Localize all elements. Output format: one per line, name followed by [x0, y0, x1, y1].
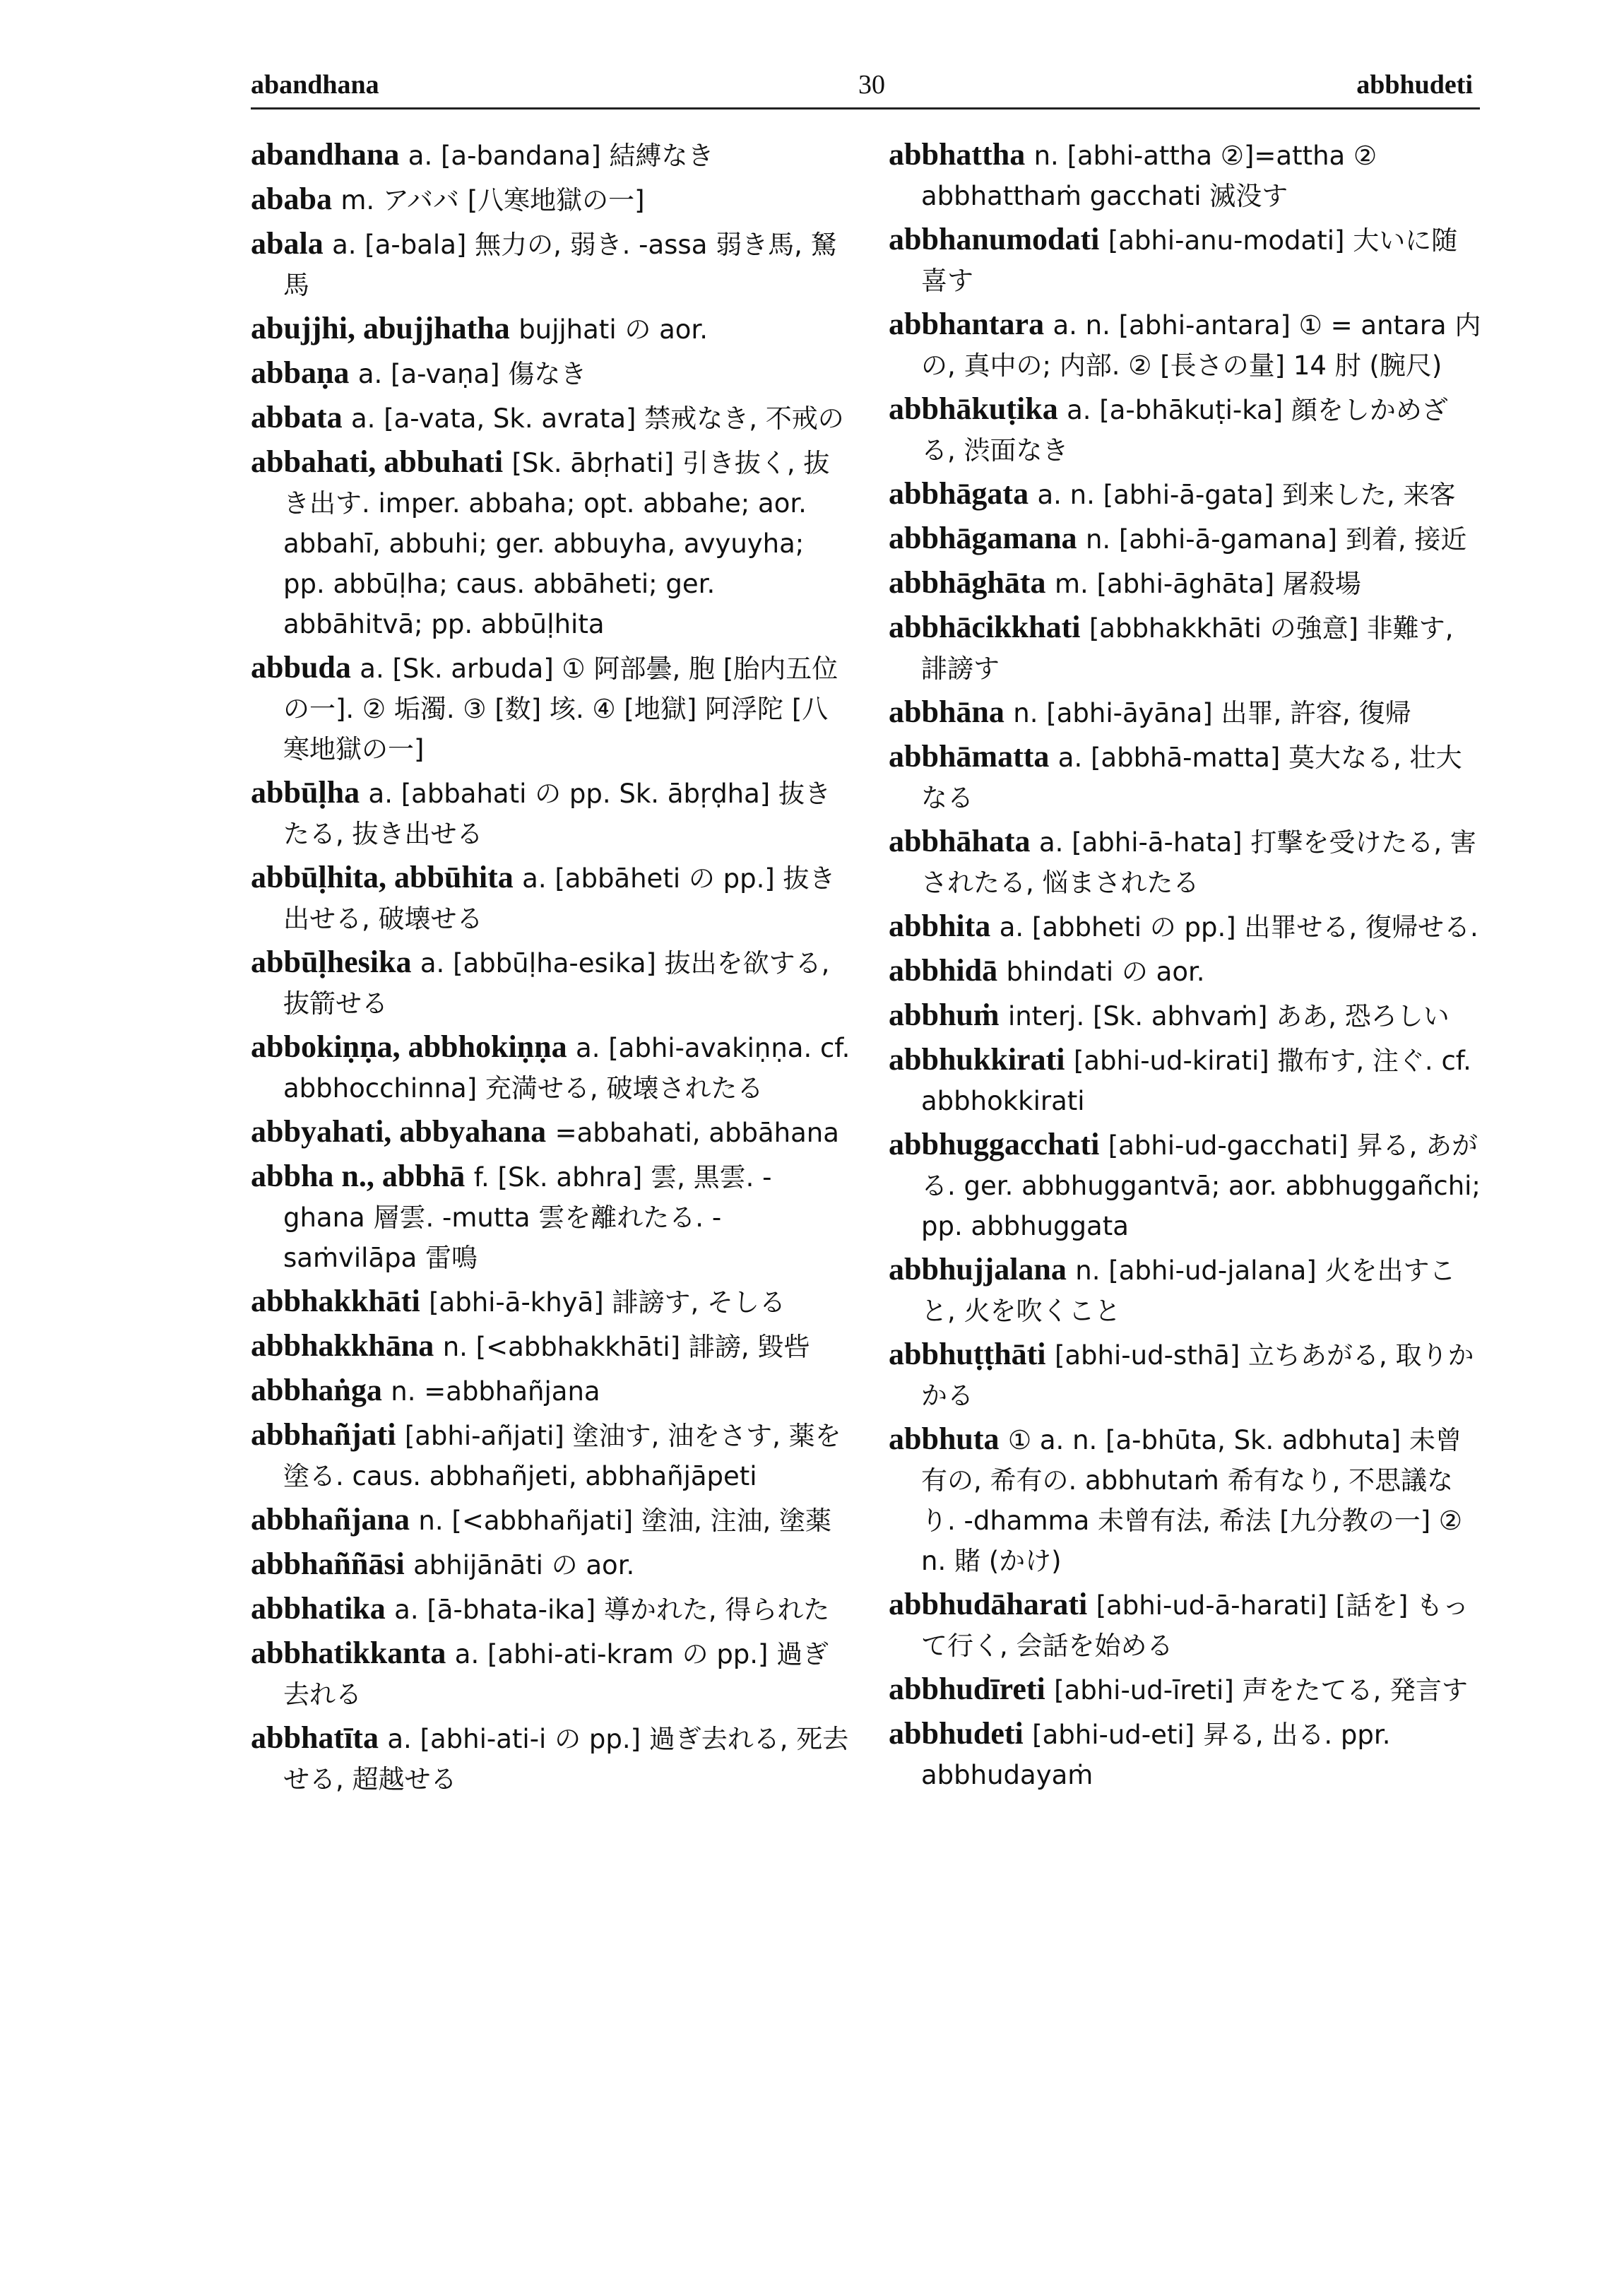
headword: abbūḷhesika: [251, 945, 412, 979]
headword: abbūḷhita, abbūhita: [251, 860, 514, 894]
header-rule: [251, 107, 1480, 110]
definition: [abhi-ā-khyā] 誹謗す, そしる: [429, 1287, 786, 1318]
dictionary-entry: [251, 397, 851, 439]
dictionary-entry: [889, 692, 1482, 733]
definition: abhijānāti の aor.: [413, 1550, 635, 1580]
definition: n. [<abbhakkhāti] 誹謗, 毀呰: [442, 1332, 810, 1362]
headword: abbhudeti: [889, 1716, 1024, 1751]
dictionary-entry: [251, 1544, 851, 1585]
dictionary-entry: [251, 942, 851, 1024]
definition: interj. [Sk. abhvaṁ] ああ, 恐ろしい: [1007, 1001, 1450, 1031]
dictionary-entry: [889, 1419, 1482, 1581]
definition: [abhi-ud-ā-harati] [話を] もって行く, 会話を始める: [921, 1590, 1469, 1661]
headword: abbhāghāta: [889, 565, 1046, 600]
definition: a. [abbheti の pp.] 出罪せる, 復帰せる.: [999, 912, 1478, 942]
dictionary-entry: [889, 134, 1482, 216]
definition: bhindati の aor.: [1006, 957, 1205, 987]
definition: m. アババ [八寒地獄の一]: [340, 185, 645, 215]
headword: abbokiṇṇa, abbhokiṇṇa: [251, 1029, 567, 1064]
definition: a. [abhi-ā-hata] 打撃を受けたる, 害されたる, 悩まされたる: [921, 827, 1476, 898]
right-guide-word: abbhudeti: [1356, 70, 1473, 100]
headword: abbhanumodati: [889, 222, 1100, 256]
headword: abbhaññāsi: [251, 1547, 405, 1581]
definition: a. n. [abhi-antara] ① = antara 内の, 真中の; 内部. ② [長さの量] 14 肘 (腕尺): [921, 310, 1481, 381]
definition: ① a. n. [a-bhūta, Sk. adbhuta] 未曾有の, 希有の. abbhutaṁ 希有なり, 不思議なり. -dhamma 未曾有法, 希法 [九分教の一] ② n. 賭 (かけ): [921, 1425, 1463, 1576]
dictionary-entry: [889, 950, 1482, 992]
definition: a. [a-bhākuṭi-ka] 顔をしかめざる, 渋面なき: [921, 395, 1448, 466]
dictionary-entry: [251, 1633, 851, 1715]
dictionary-entry: [889, 1713, 1482, 1795]
dictionary-entry: [251, 1027, 851, 1108]
dictionary-entry: [251, 442, 851, 644]
headword: abbhāmatta: [889, 739, 1050, 774]
dictionary-entry: [889, 1039, 1482, 1121]
dictionary-entry: [889, 219, 1482, 301]
left-guide-word: abandhana: [251, 70, 379, 100]
headword: abbyahati, abbyahana: [251, 1114, 547, 1149]
definition: [Sk. ābṛhati] 引き抜く, 抜き出す. imper. abbaha; opt. abbahe; aor. abbahī, abbuhi; ger. abbuyha, avyuyha; pp. abbūḷha; caus. abbāheti; ger. abbāhitvā; pp. abbūḷhita: [283, 448, 830, 639]
headword: abbata: [251, 400, 343, 434]
definition: n. [<abbhañjati] 塗油, 注油, 塗薬: [418, 1506, 832, 1536]
definition: a. [a-bala] 無力の, 弱き. -assa 弱き馬, 駑馬: [283, 230, 837, 300]
headword: abbuda: [251, 650, 351, 685]
dictionary-entry: [251, 1414, 851, 1496]
dictionary-entry: [251, 179, 851, 220]
definition: a. [ā-bhata-ika] 導かれた, 得られた: [394, 1595, 830, 1625]
headword: abbhuta: [889, 1421, 1000, 1456]
headword: abbhācikkhati: [889, 610, 1081, 644]
headword: abbhuṁ: [889, 998, 1000, 1032]
headword: abbhujjalana: [889, 1252, 1067, 1287]
dictionary-entry: [889, 304, 1482, 386]
dictionary-entry: [889, 518, 1482, 560]
definition: n. [abhi-attha ②]=attha ② abbhatthaṁ gacchati 滅没す: [921, 141, 1377, 211]
headword: abujjhi, abujjhatha: [251, 311, 510, 345]
definition: [abhi-añjati] 塗油す, 油をさす, 薬を塗る. caus. abbhañjeti, abbhañjāpeti: [283, 1421, 841, 1491]
dictionary-entry: [889, 1124, 1482, 1246]
headword: abbhatika: [251, 1591, 386, 1626]
definition: a. [abhi-ati-kram の pp.] 過ぎ去れる: [283, 1639, 829, 1710]
headword: abbhudīreti: [889, 1672, 1045, 1706]
headword: abbhidā: [889, 953, 998, 988]
dictionary-entry: [251, 1499, 851, 1541]
definition: m. [abhi-āghāta] 屠殺場: [1054, 569, 1361, 599]
headword: abbhāna: [889, 694, 1004, 729]
headword: abbhatikkanta: [251, 1636, 446, 1670]
headword: abbhañjana: [251, 1502, 410, 1537]
headword: abbhatīta: [251, 1720, 379, 1755]
headword: abbahati, abbuhati: [251, 444, 504, 479]
definition: bujjhati の aor.: [518, 314, 709, 345]
definition: [abhi-ud-kirati] 撒布す, 注ぐ. cf. abbhokkirati: [921, 1046, 1471, 1116]
definition: [abhi-ud-eti] 昇る, 出る. ppr. abbhudayaṁ: [921, 1720, 1391, 1790]
dictionary-entry: [251, 1325, 851, 1367]
dictionary-entry: [251, 1156, 851, 1278]
definition: [abhi-ud-īreti] 声をたてる, 発言す: [1054, 1675, 1469, 1705]
headword: abandhana: [251, 137, 400, 172]
dictionary-entry: [889, 473, 1482, 515]
headword: abbhukkirati: [889, 1042, 1065, 1077]
headword: abbhuṭṭhāti: [889, 1337, 1046, 1371]
dictionary-entry: [889, 607, 1482, 689]
headword: abbhita: [889, 909, 991, 943]
definition: a. n. [abhi-ā-gata] 到来した, 来客: [1037, 480, 1456, 510]
headword: abbhattha: [889, 137, 1026, 172]
headword: abbhāgamana: [889, 521, 1077, 555]
headword: abbhaṅga: [251, 1373, 382, 1407]
definition: n. [abhi-ā-gamana] 到着, 接近: [1085, 524, 1467, 555]
headword: abbhakkhāna: [251, 1328, 434, 1363]
page-number: 30: [858, 70, 885, 100]
definition: a. [abhi-ati-i の pp.] 過ぎ去れる, 死去せる, 超越せる: [283, 1724, 849, 1795]
headword: abbhudāharati: [889, 1587, 1088, 1621]
definition: =abbahati, abbāhana: [555, 1118, 839, 1148]
definition: a. [a-bandana] 結縛なき: [408, 141, 714, 171]
definition: a. [abbhā-matta] 莫大なる, 壮大なる: [921, 743, 1462, 813]
headword: abbha n., abbhā: [251, 1159, 466, 1193]
dictionary-entry: [251, 308, 851, 350]
dictionary-entry: [251, 223, 851, 305]
dictionary-entry: [251, 1370, 851, 1412]
headword: abbhañjati: [251, 1417, 396, 1452]
dictionary-entry: [251, 1717, 851, 1799]
definition: a. [abhi-avakiṇṇa. cf. abbhocchinna] 充満せる, 破壊されたる: [283, 1033, 850, 1104]
left-column: [251, 134, 851, 1802]
dictionary-entry: [251, 134, 851, 176]
definition: a. [Sk. arbuda] ① 阿部曇, 胞 [胎内五位の一]. ② 垢濁. ③ [数] 垓. ④ [地獄] 阿浮陀 [八寒地獄の一]: [283, 654, 838, 764]
dictionary-entry: [251, 772, 851, 854]
definition: a. [a-vata, Sk. avrata] 禁戒なき, 不戒の: [351, 403, 844, 434]
dictionary-entry: [889, 1334, 1482, 1416]
definition: [abhi-ud-sthā] 立ちあがる, 取りかかる: [921, 1340, 1474, 1411]
headword: abbhāgata: [889, 476, 1029, 511]
definition: [abhi-ud-gacchati] 昇る, あがる. ger. abbhuggantvā; aor. abbhuggañchi; pp. abbhuggata: [921, 1130, 1481, 1241]
headword: ababa: [251, 182, 332, 216]
definition: a. [abbahati の pp. Sk. ābṛḍha] 抜きたる, 抜き出せる: [283, 779, 831, 849]
headword: abbhakkhāti: [251, 1284, 420, 1318]
definition: a. [abbūḷha-esika] 抜出を欲する, 抜箭せる: [283, 948, 830, 1019]
dictionary-entry: [251, 353, 851, 394]
definition: n. =abbhañjana: [391, 1376, 600, 1407]
definition: a. [abbāheti の pp.] 抜き出せる, 破壊せる: [283, 863, 836, 934]
headword: abbaṇa: [251, 355, 350, 390]
page-header: [251, 69, 1473, 112]
headword: abbhuggacchati: [889, 1127, 1100, 1161]
definition: [abhi-anu-modati] 大いに随喜す: [921, 225, 1458, 296]
dictionary-entry: [889, 1584, 1482, 1666]
dictionary-entry: [889, 389, 1482, 471]
headword: abbhākuṭika: [889, 391, 1058, 426]
definition: n. [abhi-ud-jalana] 火を出すこと, 火を吹くこと: [921, 1255, 1456, 1326]
dictionary-entry: [251, 1281, 851, 1323]
dictionary-entry: [889, 821, 1482, 903]
dictionary-entry: [251, 857, 851, 939]
headword: abbūḷha: [251, 775, 360, 810]
dictionary-entry: [251, 647, 851, 769]
dictionary-entry: [889, 1249, 1482, 1331]
dictionary-entry: [251, 1111, 851, 1153]
dictionary-entry: [889, 906, 1482, 947]
headword: abala: [251, 226, 324, 261]
dictionary-entry: [889, 995, 1482, 1036]
dictionary-entry: [251, 1588, 851, 1630]
definition: n. [abhi-āyāna] 出罪, 許容, 復帰: [1013, 698, 1411, 728]
headword: abbhāhata: [889, 824, 1031, 858]
definition: a. [a-vaṇa] 傷なき: [357, 359, 587, 389]
dictionary-entry: [889, 1669, 1482, 1710]
definition: f. [Sk. abhra] 雲, 黒雲. -ghana 層雲. -mutta 雲を離れたる. -saṁvilāpa 雷鳴: [283, 1162, 772, 1273]
right-column: [889, 134, 1482, 1798]
definition: [abbhakkhāti の強意] 非難す, 誹謗す: [921, 613, 1454, 684]
dictionary-entry: [889, 736, 1482, 818]
dictionary-entry: [889, 562, 1482, 604]
headword: abbhantara: [889, 307, 1045, 341]
